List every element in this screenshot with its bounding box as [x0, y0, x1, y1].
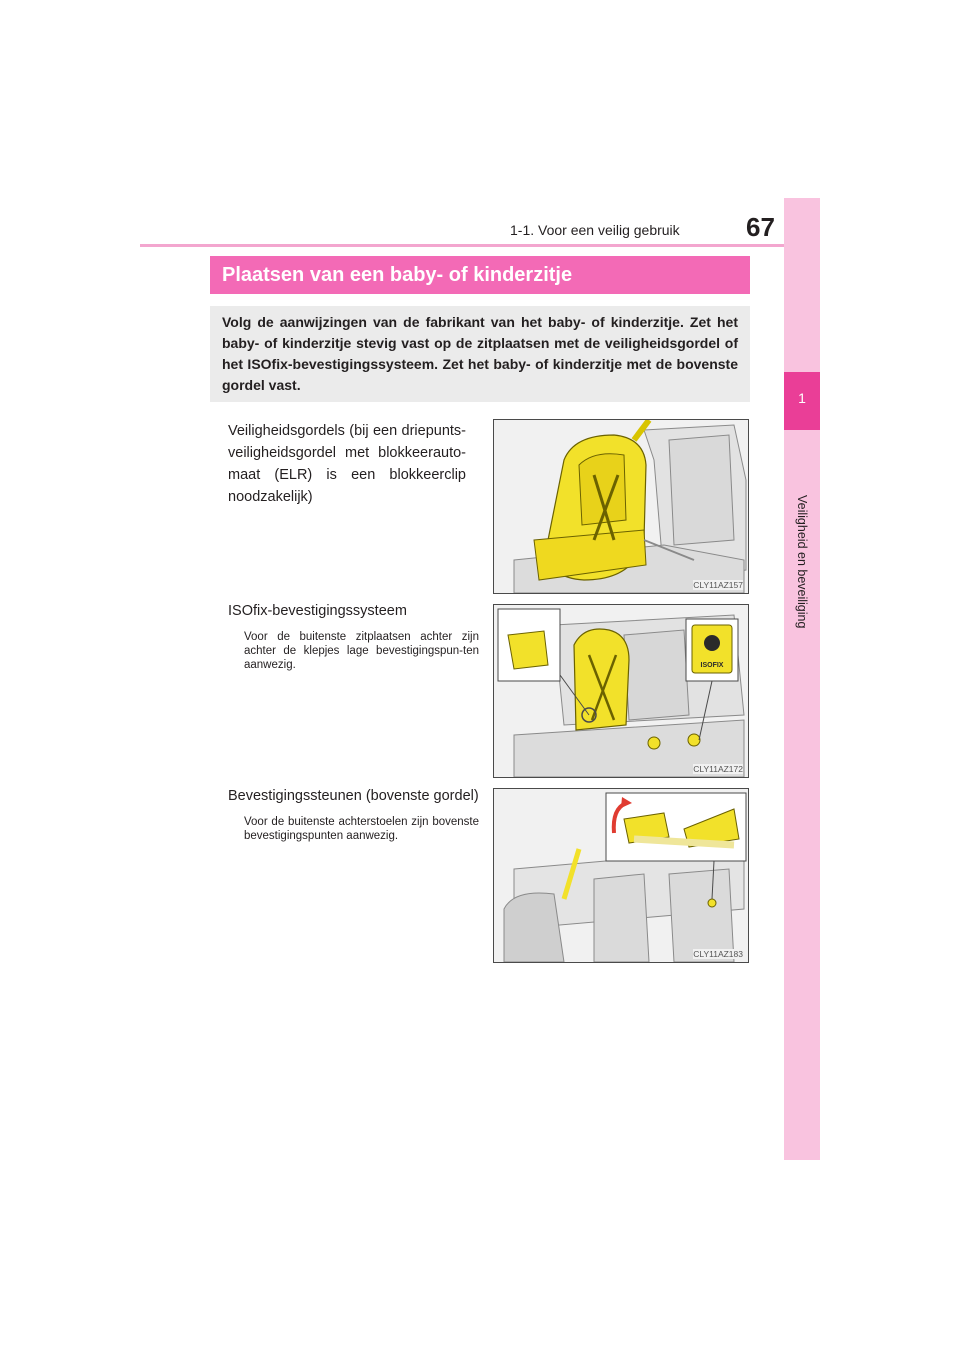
isofix-label: ISOFIX [700, 662, 724, 669]
item-seatbelt-text: Veiligheidsgordels (bij een driepunts-veiligheidsgordel met blokkeerauto-maat (ELR) is een blokkeerclip noodzakelijk) [228, 423, 466, 505]
chapter-side-tab[interactable] [784, 198, 820, 1160]
section-title: Plaatsen van een baby- of kinderzitje [210, 256, 750, 294]
top-tether-illustration [494, 789, 748, 962]
figure-code: CLY11AZ172 [693, 764, 743, 774]
item-isofix-text: ISOfix-bevestigingssysteem [228, 603, 407, 619]
item-isofix-note: Voor de buitenste zitplaatsen achter zijn achter de klepjes lage bevestigingspun-ten aanwezig. [244, 631, 479, 671]
figure-top-tether [493, 788, 749, 963]
figure-code: CLY11AZ183 [693, 949, 743, 959]
isofix-illustration [494, 605, 748, 777]
item-top-tether-note: Voor de buitenste achterstoelen zijn bovenste bevestigingspunten aanwezig. [244, 816, 479, 842]
figure-code: CLY11AZ157 [693, 580, 743, 590]
chapter-title: Veiligheid en beveiliging [795, 495, 809, 629]
child-seat-seatbelt-illustration [494, 420, 748, 593]
section-intro: Volg de aanwijzingen van de fabrikant van het baby- of kinderzitje. Zet het baby- of kinderzitje stevig vast op de zitplaatsen met de veiligheidsgordel of het ISOfix-bevestigingssysteem. Zet het baby- of kinderzitje met de bovenste gordel vast. [210, 306, 750, 402]
item-top-tether-text: Bevestigingssteunen (bovenste gordel) [228, 788, 479, 804]
running-head: 1-1. Voor een veilig gebruik [510, 222, 680, 238]
chapter-number: 1 [798, 390, 806, 406]
header-rule [140, 244, 820, 247]
figure-isofix [493, 604, 749, 778]
figure-seatbelt-child-seat [493, 419, 749, 594]
page-number: 67 [746, 212, 775, 242]
